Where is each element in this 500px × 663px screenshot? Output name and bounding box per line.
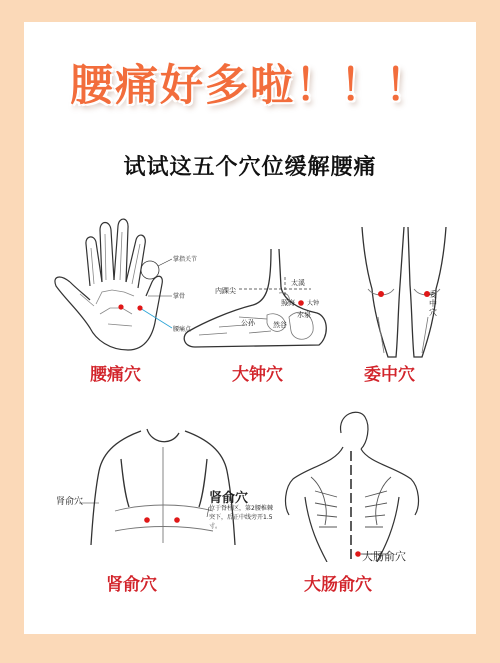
hand-label-point: 腰痛点: [173, 326, 192, 333]
foot-label-3: 大钟: [307, 300, 320, 307]
foot-illustration: [179, 247, 339, 357]
back-label: 大肠俞穴: [362, 550, 406, 563]
lowerback-desc-line-3: 寸。: [209, 523, 222, 530]
lowerback-heading: 肾俞穴: [209, 491, 249, 506]
acupoint-marker: [144, 517, 150, 523]
caption-dazhong: 大钟穴: [232, 365, 283, 385]
back-illustration: [279, 407, 459, 562]
acupoint-marker: [378, 291, 384, 297]
caption-dachangshu: 大肠俞穴: [304, 575, 372, 595]
knee-label: [428, 290, 438, 317]
foot-label-6: 公孙: [241, 319, 255, 327]
acupoint-marker: [355, 551, 361, 557]
acupoint-marker: [137, 305, 142, 310]
foot-label-2: 太溪: [291, 279, 305, 287]
acupoint-marker: [298, 300, 304, 306]
page-subtitle: 试试这五个穴位缓解腰痛: [123, 155, 377, 180]
hand-label-bone: 掌骨: [173, 293, 186, 300]
poster-card: [24, 22, 476, 634]
lowerback-desc-line-1: 位于脊柱区，第2腰椎棘: [209, 505, 273, 512]
foot-label-4: 照海: [281, 299, 295, 307]
acupoint-marker: [174, 517, 180, 523]
foot-label-5: 水泉: [297, 311, 311, 319]
lowerback-description: [209, 504, 289, 531]
page-title: 腰痛好多啦！！！: [70, 61, 430, 111]
hand-label-joint: 掌指关节: [173, 256, 198, 263]
foot-label-7: 然谷: [273, 321, 287, 329]
knee-illustration: [354, 227, 454, 362]
acupoint-marker: [118, 304, 123, 309]
foot-label-1: 内踝尖: [215, 287, 236, 295]
lowerback-side-label: 肾俞穴: [56, 497, 84, 507]
hand-illustration: [50, 204, 200, 354]
caption-shenshu: 肾俞穴: [106, 575, 157, 595]
knee-label-text: 委中穴: [429, 290, 437, 317]
lowerback-desc-line-2: 突下，后正中线旁开1.5: [209, 514, 273, 521]
caption-weizhong: 委中穴: [364, 365, 415, 385]
caption-yaotong: 腰痛穴: [90, 365, 141, 385]
